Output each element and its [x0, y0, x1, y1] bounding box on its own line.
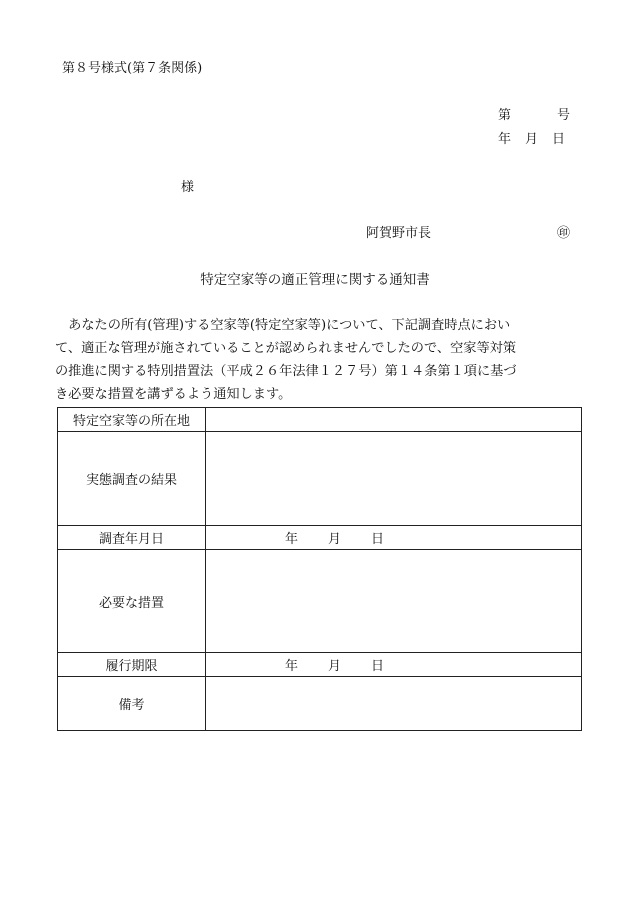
- row-label-deadline: 履行期限: [58, 653, 206, 677]
- table-row: [58, 653, 582, 677]
- required-measures-field[interactable]: [206, 550, 582, 653]
- location-field[interactable]: [206, 408, 582, 432]
- body-line: あなたの所有(管理)する空家等(特定空家等)について、下記調査時点におい: [55, 318, 511, 333]
- deadline-field[interactable]: [206, 653, 582, 677]
- document-date: [498, 128, 565, 147]
- date-day: 日: [552, 132, 566, 147]
- number-suffix: 号: [557, 108, 571, 123]
- table-row: [58, 432, 582, 526]
- recipient-suffix: 様: [181, 180, 195, 195]
- survey-month: 月: [328, 532, 342, 547]
- table-row: [58, 677, 582, 731]
- survey-day: 日: [371, 532, 385, 547]
- survey-date-field[interactable]: [206, 526, 582, 550]
- notice-table: [57, 407, 582, 731]
- form-number-label: 第８号様式(第７条関係): [62, 61, 203, 76]
- notice-body: [55, 314, 585, 406]
- table-row: [58, 550, 582, 653]
- number-prefix: 第: [498, 108, 512, 123]
- row-label-location: 特定空家等の所在地: [58, 408, 206, 432]
- body-line: の推進に関する特別措置法（平成２６年法律１２７号）第１４条第１項に基づ: [55, 364, 517, 379]
- issuer-name: 阿賀野市長: [366, 226, 432, 241]
- deadline-year: 年: [285, 659, 299, 674]
- deadline-month: 月: [328, 659, 342, 674]
- body-line: て、適正な管理が施されていることが認められませんでしたので、空家等対策: [55, 341, 517, 356]
- survey-year: 年: [285, 532, 299, 547]
- document-title: 特定空家等の適正管理に関する通知書: [200, 272, 430, 288]
- table-row: [58, 526, 582, 550]
- document-number: [498, 104, 570, 123]
- row-label-remarks: 備考: [58, 677, 206, 731]
- body-line: き必要な措置を講ずるよう通知します。: [55, 387, 292, 402]
- date-year: 年: [498, 132, 512, 147]
- survey-result-field[interactable]: [206, 432, 582, 526]
- seal-mark: ㊞: [557, 226, 571, 241]
- row-label-required-measures: 必要な措置: [58, 550, 206, 653]
- row-label-survey-result: 実態調査の結果: [58, 432, 206, 526]
- row-label-survey-date: 調査年月日: [58, 526, 206, 550]
- table-row: [58, 408, 582, 432]
- remarks-field[interactable]: [206, 677, 582, 731]
- deadline-day: 日: [371, 659, 385, 674]
- date-month: 月: [525, 132, 539, 147]
